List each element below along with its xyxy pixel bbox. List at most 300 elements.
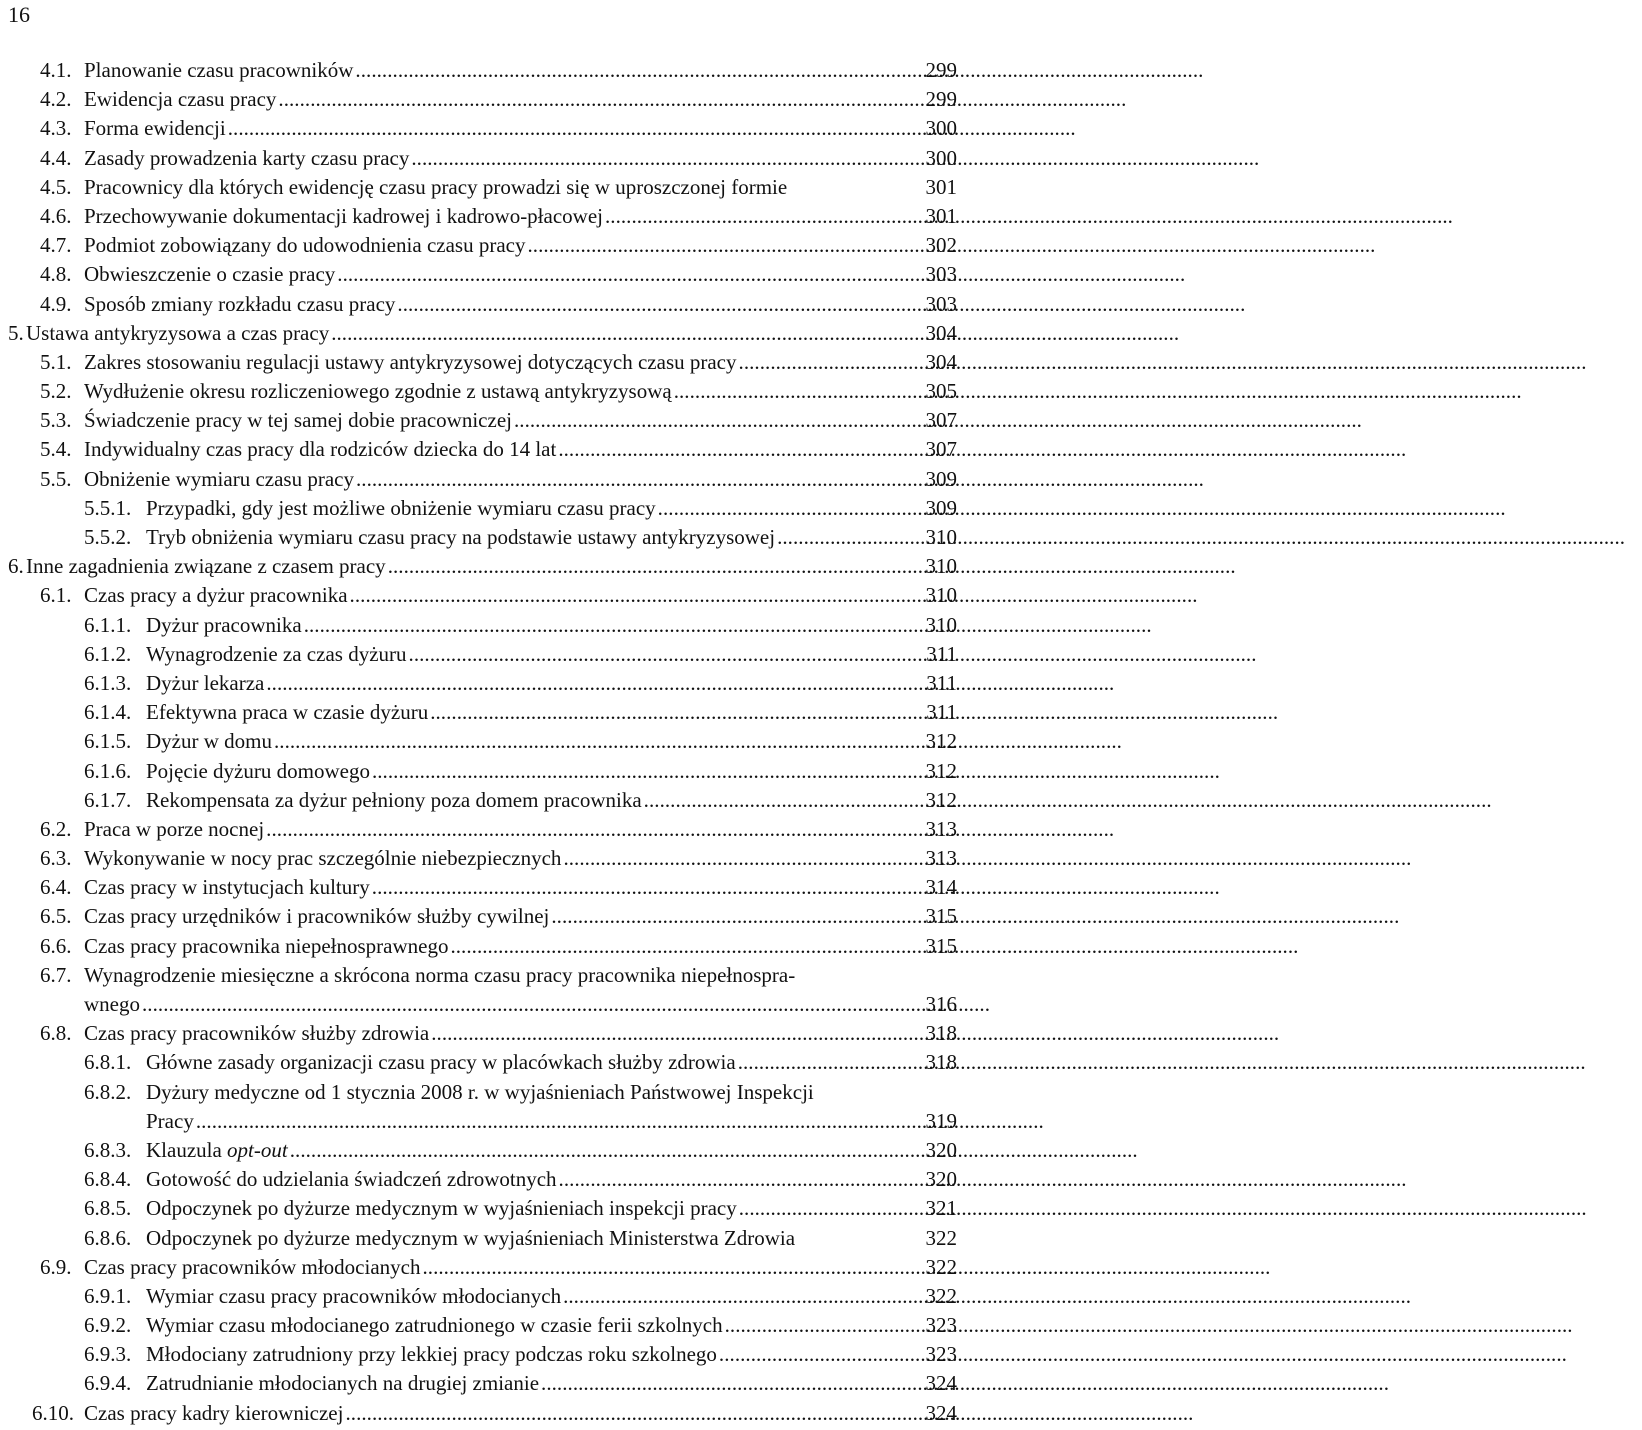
toc-entry-title	[146, 494, 656, 523]
toc-entry-title-text: Przypadki, gdy jest możliwe obniżenie wymiaru czasu pracy	[146, 495, 656, 520]
toc-entry-title	[26, 319, 329, 348]
toc-entry-title	[146, 669, 264, 698]
toc-entry-body	[146, 1224, 960, 1253]
toc-entry	[0, 844, 960, 873]
toc-entry	[0, 873, 960, 902]
toc-entry-number: 6.1.7.	[84, 787, 132, 812]
toc-entry-title	[84, 435, 556, 464]
toc-entry-number: 6.1.2.	[84, 641, 132, 666]
toc-entry-number: 6.8.4.	[84, 1167, 132, 1192]
toc-entry	[0, 435, 960, 464]
toc-entry-title	[146, 1369, 539, 1398]
toc-entry-title-continued: wnego	[84, 992, 140, 1016]
toc-entry-page: 304	[925, 349, 957, 374]
toc-entry-leader-dots	[431, 1019, 914, 1048]
toc-entry-leader-dots	[777, 523, 914, 552]
toc-entry-body	[146, 523, 960, 552]
toc-entry-body	[146, 1340, 960, 1369]
toc-entry-body	[84, 844, 960, 873]
toc-entry-page: 303	[925, 262, 957, 287]
toc-entry-title-text: Tryb obniżenia wymiaru czasu pracy na podstawie ustawy antykryzysowej	[146, 525, 776, 549]
toc-entry-body	[84, 465, 960, 494]
toc-entry-number: 6.9.3.	[84, 1342, 132, 1367]
toc-entry	[0, 786, 960, 815]
toc-entry-number: 5.1.	[40, 349, 72, 374]
toc-entry-number: 4.3.	[40, 116, 72, 141]
toc-entry-body	[84, 144, 960, 173]
toc-entry-page: 299	[925, 58, 957, 82]
toc-entry-leader-dots	[719, 1340, 914, 1369]
toc-entry-page: 310	[925, 612, 957, 637]
toc-entry-leader-dots	[658, 494, 914, 523]
toc-entry	[0, 377, 960, 406]
toc-entry-page: 313	[925, 816, 957, 841]
toc-entry-title	[146, 698, 428, 727]
toc-entry-title-text: Czas pracy a dyżur pracownika	[84, 583, 348, 608]
toc-entry-number: 5.2.	[40, 379, 72, 404]
toc-entry	[0, 173, 960, 202]
toc-entry-leader-dots	[422, 1253, 914, 1282]
toc-entry-number: 6.1.1.	[84, 612, 132, 637]
toc-entry-leader-dots	[196, 1107, 914, 1136]
toc-entry-number: 6.1.4.	[84, 700, 132, 725]
toc-entry-title	[146, 757, 370, 786]
toc-entry-body	[84, 231, 960, 260]
toc-entry-body	[146, 727, 960, 756]
toc-entry-leader-dots	[644, 786, 914, 815]
toc-entry-body	[26, 552, 960, 581]
toc-entry-page: 309	[925, 466, 957, 491]
toc-entry-number: 6.3.	[40, 846, 72, 871]
toc-entry-number: 6.	[8, 554, 24, 579]
toc-entry-number: 4.7.	[40, 233, 72, 258]
toc-entry-number: 5.	[8, 320, 24, 345]
toc-entry-body	[146, 1194, 960, 1223]
toc-entry-title	[84, 56, 353, 85]
toc-entry-title	[26, 552, 386, 581]
toc-entry	[0, 1399, 960, 1428]
toc-entry-title-text: Wymiar czasu pracy pracowników młodocianych	[146, 1283, 562, 1308]
toc-entry-page: 322	[925, 1283, 957, 1308]
toc-entry-body	[146, 1165, 960, 1194]
toc-entry-title	[84, 348, 737, 377]
toc-entry	[0, 144, 960, 173]
toc-entry-page: 303	[925, 291, 957, 316]
toc-entry	[0, 465, 960, 494]
toc-entry-title-text: Wydłużenie okresu rozliczeniowego zgodnie z ustawą antykryzysową	[84, 379, 672, 404]
toc-entry-body	[84, 815, 960, 844]
toc-entry-body	[146, 1048, 960, 1077]
toc-entry-title-text: Praca w porze nocnej	[84, 816, 265, 841]
toc-entry-title-text: Czas pracy kadry kierowniczej	[84, 1400, 344, 1425]
toc-entry-page: 311	[926, 641, 957, 666]
toc-entry-leader-dots	[563, 1282, 914, 1311]
toc-entry-leader-dots	[388, 552, 914, 581]
toc-entry-title	[84, 844, 561, 873]
toc-entry-page: 301	[925, 174, 957, 199]
toc-entry	[0, 1048, 960, 1077]
toc-entry-title: Wynagrodzenie miesięczne a skrócona norma czasu pracy pracownika niepełnospra-	[84, 962, 796, 987]
toc-entry-title	[84, 1399, 343, 1428]
toc-entry-page: 305	[925, 379, 957, 404]
toc-entry-title-text: Pojęcie dyżuru domowego	[146, 758, 370, 783]
toc-entry-number: 6.8.3.	[84, 1137, 132, 1162]
toc-entry	[0, 319, 960, 348]
toc-entry-title-text: Zasady prowadzenia karty czasu pracy	[84, 145, 410, 170]
toc-entry-title-text: Czas pracy pracowników młodocianych	[84, 1254, 421, 1279]
toc-entry-number: 6.8.1.	[84, 1050, 132, 1075]
toc-entry	[0, 1369, 960, 1398]
toc-entry-title	[146, 1224, 795, 1253]
toc-entry-number: 6.9.4.	[84, 1371, 132, 1396]
toc-entry-page: 320	[925, 1167, 957, 1192]
toc-entry-number: 6.1.5.	[84, 729, 132, 754]
toc-entry-title-italic: opt-out	[227, 1137, 288, 1162]
toc-entry-number: 6.7.	[40, 962, 72, 987]
toc-entry-title-text: Sposób zmiany rozkładu czasu pracy	[84, 291, 396, 316]
toc-entry-leader-dots	[356, 465, 914, 494]
toc-entry	[0, 406, 960, 435]
toc-entry-page: 324	[925, 1400, 957, 1425]
toc-entry	[0, 114, 960, 143]
toc-entry-number: 6.1.6.	[84, 758, 132, 783]
toc-entry-page: 310	[925, 525, 957, 549]
toc-entry-body	[84, 435, 960, 464]
toc-entry-page: 324	[925, 1371, 957, 1396]
toc-entry	[0, 523, 960, 552]
toc-entry-body	[26, 319, 960, 348]
toc-entry-title	[146, 1165, 557, 1194]
toc-entry-body	[146, 698, 960, 727]
toc-entry-number: 5.3.	[40, 408, 72, 433]
toc-entry-title-text: Świadczenie pracy w tej samej dobie pracowniczej	[84, 408, 512, 433]
toc-entry-number: 5.4.	[40, 437, 72, 462]
toc-entry-body	[84, 85, 960, 114]
toc-entry-body	[146, 669, 960, 698]
toc-entry-title	[146, 1194, 737, 1223]
toc-entry-number: 6.6.	[40, 933, 72, 958]
toc-entry-page: 310	[925, 554, 957, 579]
toc-entry-title-text: Klauzula	[146, 1137, 228, 1162]
toc-entry-body	[84, 1253, 960, 1282]
toc-entry-page: 319	[925, 1108, 957, 1133]
toc-entry-title	[146, 1048, 736, 1077]
toc-entry-page: 320	[925, 1137, 957, 1162]
toc-entry-page: 302	[925, 233, 957, 258]
toc-entry-title-text: Wykonywanie w nocy prac szczególnie niebezpiecznych	[84, 846, 562, 871]
toc-entry-number: 4.4.	[40, 145, 72, 170]
toc-entry-leader-dots	[739, 348, 914, 377]
toc-entry-page: 321	[925, 1196, 957, 1221]
toc-entry	[0, 757, 960, 786]
toc-entry-title	[146, 1136, 288, 1165]
toc-entry-title-text: Młodociany zatrudniony przy lekkiej pracy podczas roku szkolnego	[146, 1342, 717, 1367]
toc-entry-body	[84, 348, 960, 377]
toc-entry-page: 315	[925, 904, 957, 929]
toc-entry	[0, 669, 960, 698]
toc-entry-leader-dots	[738, 1048, 914, 1077]
toc-entry-leader-dots	[409, 640, 914, 669]
toc-entry	[0, 552, 960, 581]
toc-entry-leader-dots	[527, 231, 914, 260]
toc-entry	[0, 290, 960, 319]
toc-entry-body	[84, 581, 960, 610]
toc-entry-leader-dots	[304, 611, 914, 640]
toc-entry-leader-dots	[337, 260, 914, 289]
toc-entry-body	[146, 1136, 960, 1165]
toc-entry-title	[146, 523, 775, 552]
toc-entry-body	[84, 406, 960, 435]
toc-entry-body	[84, 902, 960, 931]
toc-entry-leader-dots	[559, 1165, 914, 1194]
toc-entry-leader-dots	[266, 669, 914, 698]
toc-entry-title	[84, 873, 370, 902]
toc-entry-page: 312	[925, 729, 957, 754]
toc-entry-leader-dots	[228, 114, 914, 143]
toc-entry-leader-dots	[266, 815, 914, 844]
toc-entry-title: Dyżury medyczne od 1 stycznia 2008 r. w wyjaśnieniach Państwowej Inspekcji	[146, 1079, 814, 1104]
toc-entry-leader-dots	[331, 319, 914, 348]
toc-entry-body	[146, 494, 960, 523]
toc-entry-body	[146, 1078, 960, 1136]
toc-entry-body	[84, 932, 960, 961]
toc-entry-number: 6.9.1.	[84, 1283, 132, 1308]
toc-entry-number: 6.8.	[40, 1021, 72, 1046]
toc-entry-page: 300	[925, 116, 957, 141]
toc-entry-title	[146, 1340, 717, 1369]
toc-entry	[0, 1165, 960, 1194]
toc-entry	[0, 202, 960, 231]
toc-entry-title	[84, 114, 226, 143]
toc-entry-title-text: Czas pracy pracownika niepełnosprawnego	[84, 933, 449, 958]
toc-entry-title-text: Czas pracy pracowników służby zdrowia	[84, 1021, 430, 1046]
toc-entry-leader-dots	[274, 727, 914, 756]
toc-entry-title	[84, 231, 525, 260]
toc-entry-title-text: Obniżenie wymiaru czasu pracy	[84, 466, 354, 491]
toc-entry-body	[146, 757, 960, 786]
toc-entry-number: 6.1.3.	[84, 670, 132, 695]
toc-entry-title-text: Planowanie czasu pracowników	[84, 58, 354, 82]
toc-entry-leader-dots	[541, 1369, 914, 1398]
toc-entry-number: 4.2.	[40, 87, 72, 112]
toc-entry	[0, 1311, 960, 1340]
toc-entry-body	[146, 1311, 960, 1340]
toc-entry-body	[84, 56, 960, 85]
toc-entry-title-text: Czas pracy w instytucjach kultury	[84, 875, 370, 900]
toc-entry-title-text: Ewidencja czasu pracy	[84, 87, 277, 112]
toc-entry	[0, 85, 960, 114]
toc-entry	[0, 932, 960, 961]
toc-entry-title-text: Wymiar czasu młodocianego zatrudnionego w czasie ferii szkolnych	[146, 1313, 723, 1338]
toc-entry-title-continued: Pracy	[146, 1108, 194, 1133]
toc-entry-page: 299	[925, 87, 957, 112]
toc-entry-title-text: Rekompensata za dyżur pełniony poza domem pracownika	[146, 787, 642, 812]
toc-entry-leader-dots	[674, 377, 914, 406]
toc-entry-title	[84, 465, 354, 494]
toc-entry-leader-dots	[551, 902, 914, 931]
toc-entry-page: 323	[925, 1342, 957, 1367]
toc-entry-title	[84, 932, 448, 961]
toc-entry-page: 311	[926, 700, 957, 725]
toc-entry-leader-dots	[142, 990, 914, 1019]
toc-entry	[0, 961, 960, 1019]
toc-entry	[0, 348, 960, 377]
toc-entry-leader-dots	[290, 1136, 914, 1165]
toc-entry-title	[84, 144, 409, 173]
toc-entry-number: 6.8.2.	[84, 1079, 132, 1104]
toc-entry-title-text: Ustawa antykryzysowa a czas pracy	[26, 320, 330, 345]
toc-entry-title-text: Pracownicy dla których ewidencję czasu pracy prowadzi się w uproszczonej formie	[84, 174, 788, 199]
toc-entry-title	[84, 260, 335, 289]
toc-entry-title	[146, 1311, 723, 1340]
toc-entry-title	[84, 377, 672, 406]
toc-entry-number: 5.5.2.	[84, 525, 132, 549]
toc-entry-page: 312	[925, 758, 957, 783]
toc-entry-page: 315	[925, 933, 957, 958]
toc-entry-number: 4.8.	[40, 262, 72, 287]
toc-entry	[0, 56, 960, 85]
toc-entry-body	[84, 873, 960, 902]
toc-entry-page: 323	[925, 1313, 957, 1338]
toc-entry-number: 6.9.2.	[84, 1313, 132, 1338]
toc-entry	[0, 902, 960, 931]
toc-entry-title-text: Główne zasady organizacji czasu pracy w placówkach służby zdrowia	[146, 1050, 736, 1075]
toc-entry-page: 309	[925, 495, 957, 520]
toc-entry-body	[146, 640, 960, 669]
toc-entry-page: 322	[925, 1225, 957, 1250]
toc-entry-body	[146, 1369, 960, 1398]
toc-entry-body	[84, 114, 960, 143]
toc-entry-number: 6.4.	[40, 875, 72, 900]
toc-entry-number: 4.5.	[40, 174, 72, 199]
toc-entry	[0, 727, 960, 756]
toc-entry-number: 6.5.	[40, 904, 72, 929]
toc-entry-title	[84, 1019, 429, 1048]
toc-entry-page: 307	[925, 437, 957, 462]
toc-entry-title-text: Forma ewidencji	[84, 116, 226, 141]
toc-entry-page: 310	[925, 583, 957, 608]
toc-entry-title	[146, 786, 642, 815]
toc-entry	[0, 581, 960, 610]
toc-entry-title	[84, 85, 276, 114]
toc-entry-page: 322	[925, 1254, 957, 1279]
toc-entry-title-text: Dyżur w domu	[146, 729, 272, 754]
toc-entry	[0, 1340, 960, 1369]
toc-entry-page: 300	[925, 145, 957, 170]
toc-entry-title	[84, 290, 395, 319]
toc-entry	[0, 231, 960, 260]
toc-entry	[0, 640, 960, 669]
toc-entry	[0, 1253, 960, 1282]
toc-entry-title	[84, 815, 264, 844]
toc-entry-title-text: Zakres stosowaniu regulacji ustawy antykryzysowej dotyczących czasu pracy	[84, 349, 737, 374]
toc-entry-title-text: Podmiot zobowiązany do udowodnienia czasu pracy	[84, 233, 526, 258]
toc-entry-title-text: Indywidualny czas pracy dla rodziców dziecka do 14 lat	[84, 437, 557, 462]
toc-entry-title-text: Dyżur lekarza	[146, 670, 265, 695]
toc-entry-title-text: Odpoczynek po dyżurze medycznym w wyjaśnieniach Ministerstwa Zdrowia	[146, 1225, 796, 1250]
toc-entry-leader-dots	[514, 406, 914, 435]
toc-entry	[0, 494, 960, 523]
toc-entry-number: 6.10.	[32, 1400, 74, 1425]
toc-entry-leader-dots	[739, 1194, 914, 1223]
toc-entry-title	[146, 611, 302, 640]
toc-entry-leader-dots	[278, 85, 914, 114]
toc-entry-body	[84, 173, 960, 202]
toc-entry-title	[84, 581, 348, 610]
toc-entry-number: 6.8.5.	[84, 1196, 132, 1221]
toc-entry-title	[146, 640, 407, 669]
toc-entry-body	[84, 260, 960, 289]
toc-entry-number: 5.5.1.	[84, 495, 132, 520]
toc-entry	[0, 1194, 960, 1223]
toc-entry-body	[84, 1019, 960, 1048]
toc-entry-leader-dots	[411, 144, 914, 173]
table-of-contents	[0, 56, 960, 1428]
toc-entry-title	[146, 727, 272, 756]
toc-entry-page: 318	[925, 1021, 957, 1046]
toc-entry-page: 304	[925, 320, 957, 345]
toc-entry-leader-dots	[430, 698, 914, 727]
toc-entry	[0, 260, 960, 289]
toc-entry-line2	[146, 1107, 960, 1136]
toc-entry-title-text: Czas pracy urzędników i pracowników służby cywilnej	[84, 904, 550, 929]
toc-entry-number: 6.2.	[40, 816, 72, 841]
toc-entry-leader-dots	[372, 757, 914, 786]
toc-entry	[0, 1224, 960, 1253]
toc-entry-number: 6.1.	[40, 583, 72, 608]
toc-entry-title	[84, 406, 512, 435]
toc-entry	[0, 815, 960, 844]
toc-entry	[0, 1019, 960, 1048]
toc-entry	[0, 1078, 960, 1136]
toc-entry-title	[84, 173, 787, 202]
toc-entry-title-text: Obwieszczenie o czasie pracy	[84, 262, 336, 287]
toc-entry-leader-dots	[725, 1311, 914, 1340]
toc-entry-leader-dots	[350, 581, 914, 610]
toc-entry	[0, 1136, 960, 1165]
toc-entry-leader-dots	[345, 1399, 914, 1428]
toc-entry-line2	[84, 990, 960, 1019]
toc-entry-body	[84, 1399, 960, 1428]
toc-entry-number: 4.9.	[40, 291, 72, 316]
toc-entry-page: 307	[925, 408, 957, 433]
toc-entry-title-text: Gotowość do udzielania świadczeń zdrowotnych	[146, 1167, 557, 1192]
toc-entry-leader-dots	[605, 202, 914, 231]
toc-entry	[0, 1282, 960, 1311]
toc-entry-page: 313	[925, 846, 957, 871]
toc-entry-title-text: Przechowywanie dokumentacji kadrowej i kadrowo-płacowej	[84, 203, 603, 228]
toc-entry-body	[146, 611, 960, 640]
toc-entry-number: 5.5.	[40, 466, 72, 491]
toc-entry-leader-dots	[558, 435, 914, 464]
toc-entry-title	[146, 1282, 561, 1311]
toc-entry-title-text: Dyżur pracownika	[146, 612, 302, 637]
toc-entry-page: 311	[926, 670, 957, 695]
toc-entry-page: 316	[925, 992, 957, 1016]
toc-entry-number: 6.9.	[40, 1254, 72, 1279]
toc-entry-body	[84, 290, 960, 319]
toc-entry-body	[146, 1282, 960, 1311]
toc-entry-title-text: Efektywna praca w czasie dyżuru	[146, 700, 429, 725]
toc-entry-title-text: Wynagrodzenie za czas dyżuru	[146, 641, 407, 666]
toc-entry-body	[146, 786, 960, 815]
toc-entry-number: 4.1.	[40, 58, 72, 82]
toc-entry-title	[84, 1253, 420, 1282]
toc-entry-page: 301	[925, 203, 957, 228]
toc-entry-number: 6.8.6.	[84, 1225, 132, 1250]
toc-entry-page: 312	[925, 787, 957, 812]
toc-entry-body	[84, 961, 960, 1019]
